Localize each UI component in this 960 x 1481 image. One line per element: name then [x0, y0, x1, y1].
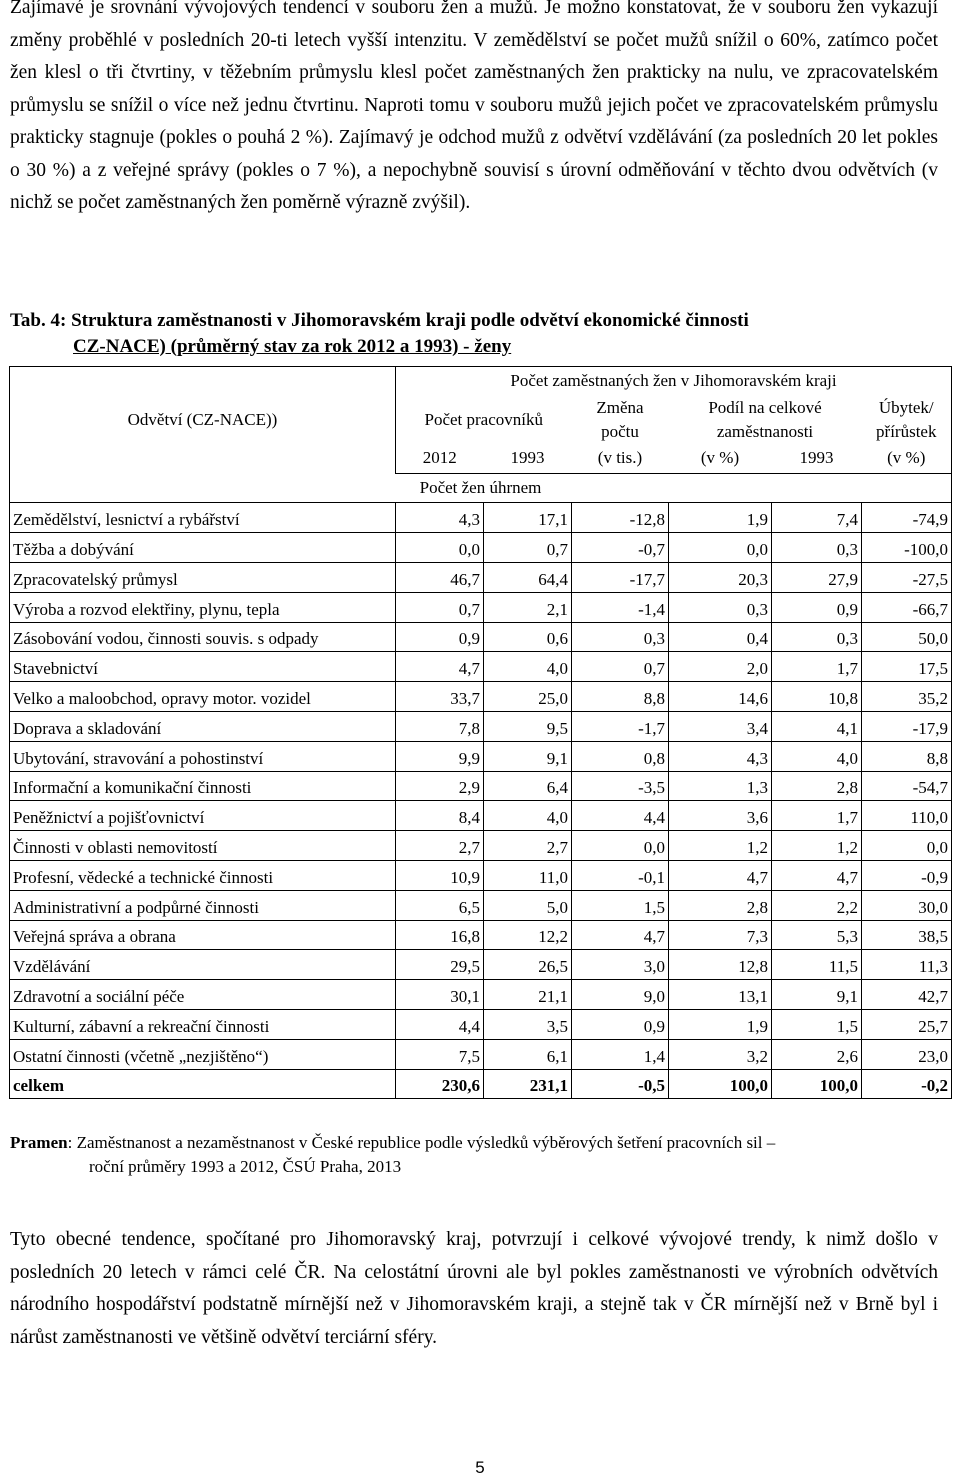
change-cell: -17,7 [572, 562, 669, 592]
change-cell: 1,5 [572, 890, 669, 920]
share-2012-cell: 14,6 [669, 682, 772, 712]
share-2012-cell: 20,3 [669, 562, 772, 592]
share-1993-cell: 7,4 [772, 503, 862, 533]
value-2012-cell: 4,4 [396, 1009, 484, 1039]
sector-name: Profesní, vědecké a technické činnosti [10, 860, 396, 890]
share-2012-cell: 12,8 [669, 950, 772, 980]
table-row [10, 920, 952, 950]
source-label: Pramen [10, 1133, 68, 1152]
value-1993-cell: 6,4 [484, 771, 572, 801]
table-row [10, 622, 952, 652]
share-1993-cell: 2,2 [772, 890, 862, 920]
sector-column-header: Odvětví (CZ-NACE)) [10, 367, 396, 474]
share-2012-cell: 7,3 [669, 920, 772, 950]
difference-cell: -66,7 [862, 592, 952, 622]
value-2012-cell: 0,7 [396, 592, 484, 622]
share-2012-cell: 1,2 [669, 831, 772, 861]
sector-name: Zdravotní a sociální péče [10, 980, 396, 1010]
unit-percent-header: (v %) [669, 444, 772, 473]
change-cell: 3,0 [572, 950, 669, 980]
caption-line-1: Tab. 4: Struktura zaměstnanosti v Jihomoravském kraji podle odvětví ekonomické činnosti [10, 310, 749, 331]
share-1993-cell: 1,5 [772, 1009, 862, 1039]
value-1993-cell: 2,1 [484, 592, 572, 622]
value-1993-cell: 0,6 [484, 622, 572, 652]
header-group: Počet zaměstnaných žen v Jihomoravském kraji [396, 367, 952, 396]
value-1993-cell: 4,0 [484, 801, 572, 831]
value-1993-cell: 3,5 [484, 1009, 572, 1039]
difference-cell: -27,5 [862, 562, 952, 592]
table-row [10, 741, 952, 771]
difference-cell: -54,7 [862, 771, 952, 801]
change-cell: 0,0 [572, 831, 669, 861]
table-row [10, 1039, 952, 1069]
table-row [10, 592, 952, 622]
sector-name: Veřejná správa a obrana [10, 920, 396, 950]
value-1993-cell: 64,4 [484, 562, 572, 592]
share-2012-cell: 0,3 [669, 592, 772, 622]
change-cell: 0,3 [572, 622, 669, 652]
difference-cell: 0,0 [862, 831, 952, 861]
difference-cell: 11,3 [862, 950, 952, 980]
value-2012-cell: 230,6 [396, 1069, 484, 1099]
value-1993-cell: 6,1 [484, 1039, 572, 1069]
caption-line-2: CZ-NACE) (průměrný stav za rok 2012 a 1993) - ženy [73, 336, 512, 357]
change-column-header: Změna počtu [596, 397, 644, 441]
value-2012-cell: 4,7 [396, 652, 484, 682]
difference-cell: 30,0 [862, 890, 952, 920]
change-cell: -0,5 [572, 1069, 669, 1099]
sector-name: Ostatní činnosti (včetně „nezjištěno“) [10, 1039, 396, 1069]
share-1993-cell: 5,3 [772, 920, 862, 950]
sector-name: Kulturní, zábavní a rekreační činnosti [10, 1009, 396, 1039]
value-2012-cell: 7,5 [396, 1039, 484, 1069]
table-row [10, 860, 952, 890]
share-1993-cell: 0,9 [772, 592, 862, 622]
share-2012-cell: 1,9 [669, 503, 772, 533]
difference-cell: -0,2 [862, 1069, 952, 1099]
workers-column-header: Počet pracovníků [424, 409, 543, 429]
sector-name: Činnosti v oblasti nemovitostí [10, 831, 396, 861]
difference-cell: 17,5 [862, 652, 952, 682]
value-1993-cell: 17,1 [484, 503, 572, 533]
share-1993-cell: 9,1 [772, 980, 862, 1010]
year-2012-header: 2012 [396, 444, 484, 473]
value-1993-cell: 4,0 [484, 652, 572, 682]
value-1993-cell: 5,0 [484, 890, 572, 920]
value-1993-cell: 2,7 [484, 831, 572, 861]
table-row [10, 1009, 952, 1039]
conclusion-paragraph: Tyto obecné tendence, spočítané pro Jihomoravský kraj, potvrzují i celkové vývojové trendy, k nimž došlo v posledních 20 letech v rámci celé ČR. Na celostátní úrovni ale byl pokles zaměstnanosti ve výrobních odvětvích národního hospodářství podstatně mírnější než v Jihomoravském kraji, a stejně tak v ČR mírnější než v Brně byl i nárůst zaměstnanosti ve většině odvětví terciární sféry. [10, 1229, 938, 1348]
intro-paragraph: Zajímavé je srovnání vývojových tendencí v souboru žen a mužů. Je možno konstatovat, že v souboru žen vykazují změny proběhlé v posledních 20-ti letech vyšší intenzitu. V zemědělství se počet mužů snížil o 60%, zatímco počet žen klesl o tři čtvrtiny, v těžebním průmyslu klesl počet zaměstnaných žen prakticky na nulu, ve zpracovatelském průmyslu se snížil o více než jednu čtvrtinu. Naproti tomu v souboru mužů jejich počet ve zpracovatelském průmyslu prakticky stagnuje (pokles o pouhá 2 %). Zajímavý je odchod mužů z odvětví vzdělávání (za posledních 20 let pokles o 30 %) a z veřejné správy (pokles o 7 %), a nepochybně souvisí s úrovní odměňování v těchto dvou odvětvích (v nichž se počet zaměstnaných žen poměrně výrazně zvýšil). [10, 0, 938, 213]
value-2012-cell: 2,7 [396, 831, 484, 861]
sector-name: Těžba a dobývání [10, 533, 396, 563]
sector-name: Peněžnictví a pojišťovnictví [10, 801, 396, 831]
sector-name: Doprava a skladování [10, 711, 396, 741]
share-2012-cell: 3,6 [669, 801, 772, 831]
sector-name: Administrativní a podpůrné činnosti [10, 890, 396, 920]
share-2012-cell: 100,0 [669, 1069, 772, 1099]
share-2012-cell: 0,4 [669, 622, 772, 652]
sector-name: celkem [10, 1069, 396, 1099]
value-2012-cell: 6,5 [396, 890, 484, 920]
table-row [10, 890, 952, 920]
difference-cell: 35,2 [862, 682, 952, 712]
change-cell: -1,4 [572, 592, 669, 622]
share-2012-cell: 3,4 [669, 711, 772, 741]
unit-thousands-header: (v tis.) [572, 444, 669, 473]
employment-table [9, 366, 952, 1099]
change-cell: 8,8 [572, 682, 669, 712]
section-label: Počet žen úhrnem [10, 473, 952, 503]
table-row [10, 831, 952, 861]
sector-name: Informační a komunikační činnosti [10, 771, 396, 801]
change-cell: -0,7 [572, 533, 669, 563]
share-1993-cell: 10,8 [772, 682, 862, 712]
value-1993-cell: 12,2 [484, 920, 572, 950]
share-2012-cell: 2,0 [669, 652, 772, 682]
source-line-1: : Zaměstnanost a nezaměstnanost v České republice podle výsledků výběrových šetření pracovních sil – [67, 1133, 776, 1152]
sector-name: Stavebnictví [10, 652, 396, 682]
sector-name: Ubytování, stravování a pohostinství [10, 741, 396, 771]
difference-cell: 50,0 [862, 622, 952, 652]
table-row [10, 682, 952, 712]
value-2012-cell: 10,9 [396, 860, 484, 890]
year-1993-header: 1993 [484, 444, 572, 473]
value-1993-cell: 26,5 [484, 950, 572, 980]
value-2012-cell: 16,8 [396, 920, 484, 950]
change-cell: -3,5 [572, 771, 669, 801]
change-cell: 1,4 [572, 1039, 669, 1069]
value-1993-cell: 21,1 [484, 980, 572, 1010]
share-2012-cell: 3,2 [669, 1039, 772, 1069]
share-1993-cell: 4,1 [772, 711, 862, 741]
value-1993-cell: 25,0 [484, 682, 572, 712]
table-row [10, 801, 952, 831]
share-1993-cell: 27,9 [772, 562, 862, 592]
share-2012-cell: 4,3 [669, 741, 772, 771]
unit-percent2-header: (v %) [862, 444, 952, 473]
value-1993-cell: 9,5 [484, 711, 572, 741]
value-2012-cell: 7,8 [396, 711, 484, 741]
table-row [10, 652, 952, 682]
share-1993-cell: 100,0 [772, 1069, 862, 1099]
table-caption [10, 308, 950, 360]
table-row [10, 771, 952, 801]
page-number: 5 [475, 1458, 485, 1477]
change-cell: 4,4 [572, 801, 669, 831]
table-row [10, 562, 952, 592]
share-1993-cell: 4,7 [772, 860, 862, 890]
difference-cell: 38,5 [862, 920, 952, 950]
value-1993-cell: 9,1 [484, 741, 572, 771]
difference-cell: 8,8 [862, 741, 952, 771]
table-row [10, 503, 952, 533]
table-row [10, 711, 952, 741]
share-1993-cell: 0,3 [772, 622, 862, 652]
share-1993-cell: 0,3 [772, 533, 862, 563]
value-2012-cell: 4,3 [396, 503, 484, 533]
share-column-header: Podíl na celkové zaměstnanosti [708, 397, 822, 441]
value-2012-cell: 0,0 [396, 533, 484, 563]
difference-cell: -100,0 [862, 533, 952, 563]
difference-cell: 42,7 [862, 980, 952, 1010]
table-row [10, 533, 952, 563]
sector-name: Zemědělství, lesnictví a rybářství [10, 503, 396, 533]
table-row [10, 950, 952, 980]
difference-cell: -74,9 [862, 503, 952, 533]
share-2012-cell: 2,8 [669, 890, 772, 920]
share-2012-cell: 4,7 [669, 860, 772, 890]
share-2012-cell: 1,9 [669, 1009, 772, 1039]
value-1993-cell: 11,0 [484, 860, 572, 890]
share-1993-cell: 2,8 [772, 771, 862, 801]
sector-name: Výroba a rozvod elektřiny, plynu, tepla [10, 592, 396, 622]
value-1993-cell: 231,1 [484, 1069, 572, 1099]
change-cell: 9,0 [572, 980, 669, 1010]
difference-cell: 110,0 [862, 801, 952, 831]
share-2012-cell: 0,0 [669, 533, 772, 563]
share-1993-cell: 1,2 [772, 831, 862, 861]
sector-name: Zásobování vodou, činnosti souvis. s odpady [10, 622, 396, 652]
year-1993b-header: 1993 [772, 444, 862, 473]
share-1993-cell: 11,5 [772, 950, 862, 980]
change-cell: 0,9 [572, 1009, 669, 1039]
value-2012-cell: 2,9 [396, 771, 484, 801]
change-cell: -0,1 [572, 860, 669, 890]
value-1993-cell: 0,7 [484, 533, 572, 563]
change-cell: -12,8 [572, 503, 669, 533]
value-2012-cell: 30,1 [396, 980, 484, 1010]
difference-cell: -0,9 [862, 860, 952, 890]
source-note [10, 1131, 950, 1179]
value-2012-cell: 9,9 [396, 741, 484, 771]
share-2012-cell: 13,1 [669, 980, 772, 1010]
value-2012-cell: 0,9 [396, 622, 484, 652]
sector-name: Vzdělávání [10, 950, 396, 980]
difference-cell: 25,7 [862, 1009, 952, 1039]
value-2012-cell: 33,7 [396, 682, 484, 712]
value-2012-cell: 29,5 [396, 950, 484, 980]
sector-name: Velko a maloobchod, opravy motor. vozidel [10, 682, 396, 712]
share-1993-cell: 2,6 [772, 1039, 862, 1069]
loss-column-header: Úbytek/ přírůstek [862, 396, 952, 444]
difference-cell: -17,9 [862, 711, 952, 741]
share-2012-cell: 1,3 [669, 771, 772, 801]
change-cell: -1,7 [572, 711, 669, 741]
value-2012-cell: 8,4 [396, 801, 484, 831]
sector-name: Zpracovatelský průmysl [10, 562, 396, 592]
change-cell: 0,7 [572, 652, 669, 682]
change-cell: 0,8 [572, 741, 669, 771]
table-row [10, 980, 952, 1010]
value-2012-cell: 46,7 [396, 562, 484, 592]
share-1993-cell: 1,7 [772, 801, 862, 831]
source-line-2: roční průměry 1993 a 2012, ČSÚ Praha, 2013 [89, 1157, 402, 1176]
change-cell: 4,7 [572, 920, 669, 950]
total-row [10, 1069, 952, 1099]
difference-cell: 23,0 [862, 1039, 952, 1069]
share-1993-cell: 1,7 [772, 652, 862, 682]
share-1993-cell: 4,0 [772, 741, 862, 771]
